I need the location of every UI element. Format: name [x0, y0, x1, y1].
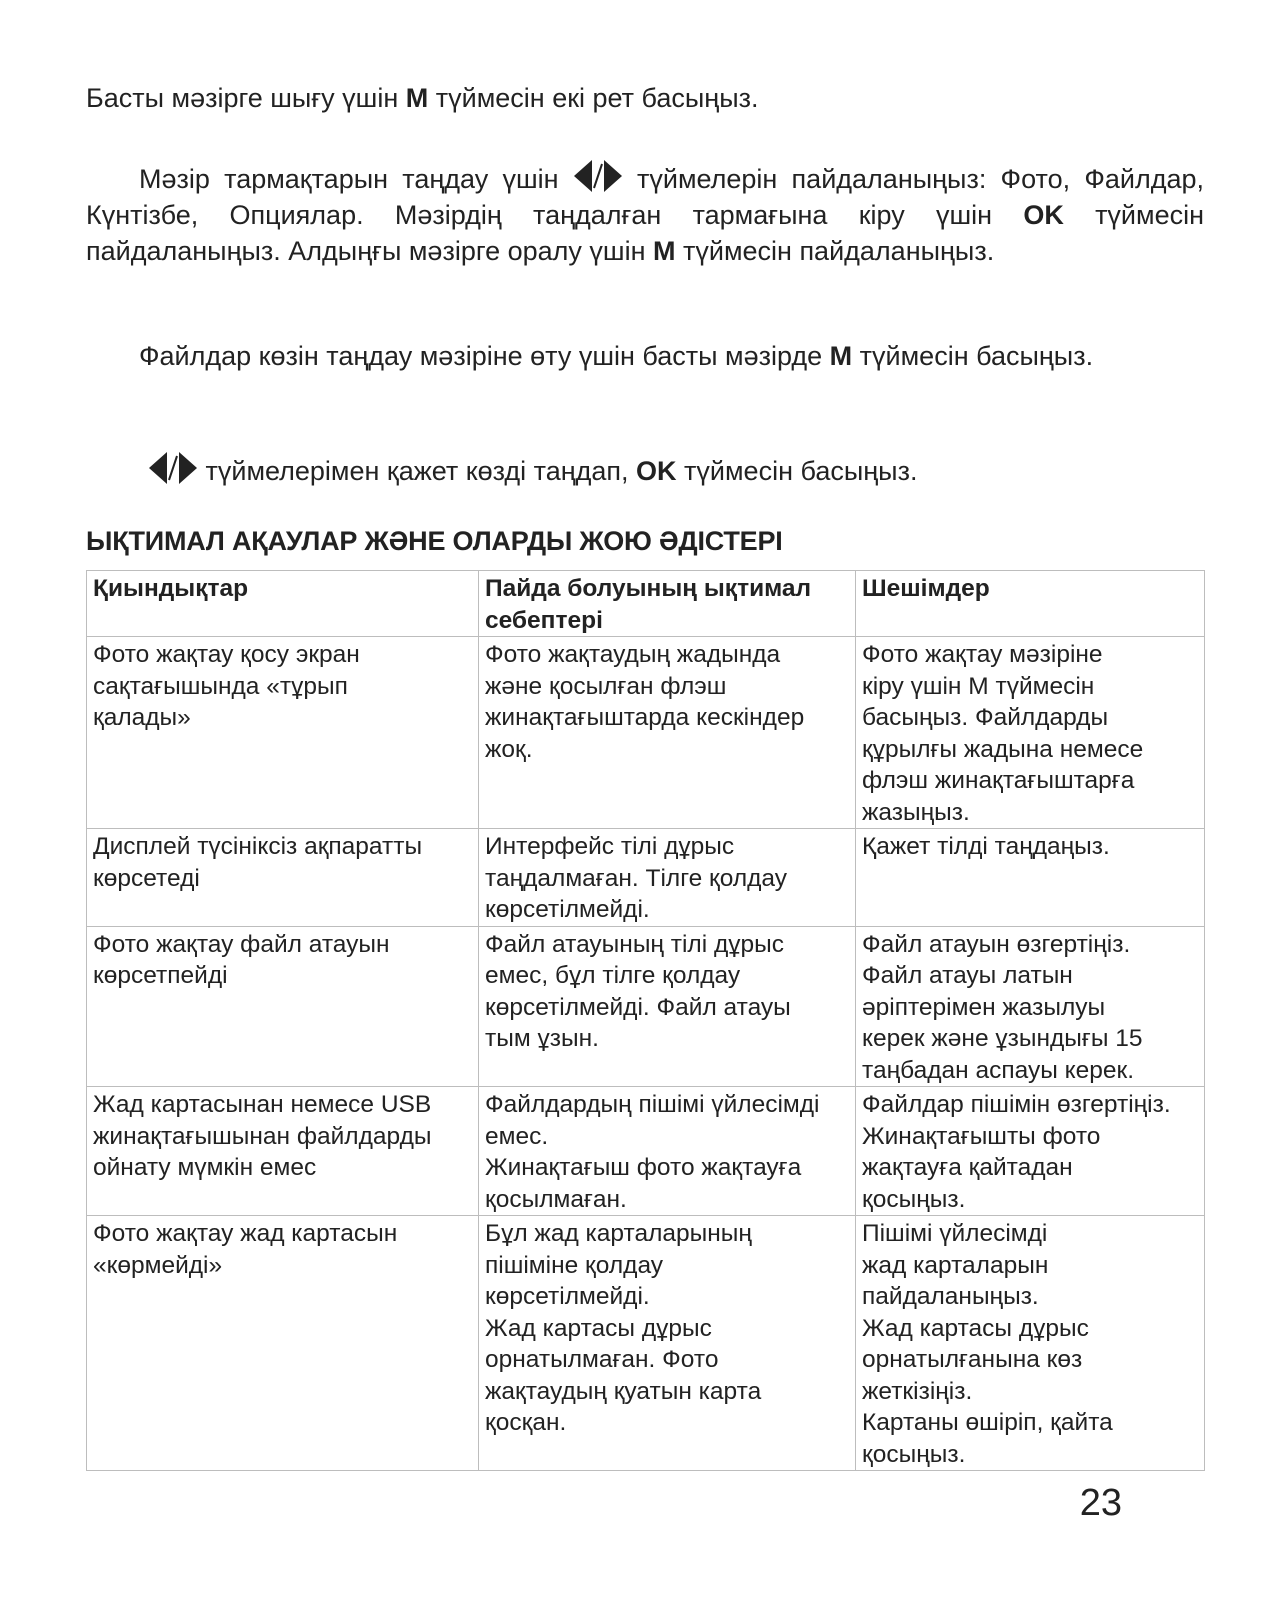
cell-line: қосыңыз.	[862, 1185, 966, 1213]
cell-line: жақтаудың қуатын карта	[485, 1377, 762, 1405]
cell-line: жақтауға қайтадан	[862, 1154, 1073, 1181]
table-row	[87, 1087, 1205, 1216]
cell-cause	[479, 829, 856, 927]
left-right-arrows-icon	[148, 450, 198, 486]
section-heading: ЫҚТИМАЛ АҚАУЛАР ЖӘНЕ ОЛАРДЫ ЖОЮ ӘДІСТЕРІ	[86, 526, 783, 556]
cell-line: Картаны өшіріп, қайта	[862, 1409, 1113, 1436]
cell-line: жад карталарын	[862, 1251, 1049, 1279]
text: түймесін екі рет басыңыз.	[428, 83, 759, 113]
text: Мәзір тармақтарын таңдау үшін	[139, 164, 573, 194]
cell-line: жеткізіңіз.	[862, 1377, 973, 1405]
cell-line: флэш жинақтағыштарға	[862, 767, 1135, 794]
cell-solution	[856, 1087, 1205, 1216]
cell-problem	[87, 926, 479, 1087]
ok-key-label: OK	[1023, 200, 1064, 230]
text: түймесін пайдаланыңыз. Алдыңғы мәзірге оралу үшін	[86, 200, 1205, 266]
cell-line: көрсетпейді	[93, 962, 228, 989]
table-row	[87, 637, 1205, 829]
cell-problem	[87, 1216, 479, 1471]
text: түймесін басыңыз.	[676, 456, 918, 486]
text: түймесін пайдаланыңыз.	[675, 236, 995, 266]
header-problems: Қиындықтар	[87, 571, 479, 637]
cell-line: пайдаланыңыз.	[862, 1283, 1039, 1310]
cell-line: Фото жақтау мәзіріне	[862, 641, 1103, 668]
header-solutions: Шешімдер	[856, 571, 1205, 637]
paragraph-menu-navigation	[86, 158, 1204, 269]
cell-line: көрсетілмейді.	[485, 1283, 650, 1310]
table-header-row	[87, 571, 1205, 637]
cell-cause	[479, 1216, 856, 1471]
cell-line: жинақтағыштарда кескіндер	[485, 704, 805, 731]
cell-line: көрсетеді	[93, 864, 200, 892]
cell-problem	[87, 829, 479, 927]
cell-line: жоқ.	[485, 735, 533, 763]
cell-line: Жад картасы дұрыс	[862, 1314, 1089, 1342]
cell-line: көрсетілмейді. Файл атауы	[485, 993, 791, 1021]
cell-problem	[87, 1087, 479, 1216]
left-right-arrows-icon	[573, 158, 623, 194]
cell-line: көрсетілмейді.	[485, 896, 650, 923]
text: Файлдар көзін таңдау мәзіріне өту үшін басты мәзірде	[139, 341, 830, 371]
table-row	[87, 829, 1205, 927]
table-body	[87, 637, 1205, 1471]
cell-cause	[479, 637, 856, 829]
cell-solution	[856, 637, 1205, 829]
cell-line: Жад картасынан немесе USB	[93, 1091, 432, 1118]
cell-line: ойнату мүмкін емес	[93, 1154, 317, 1181]
text: түймелерін пайдаланыңыз: Фото, Файлдар, Күнтізбе, Опциялар. Мәзірдің таңдалған тармағына кіру үшін	[86, 164, 1204, 230]
cell-line: Дисплей түсініксіз ақпаратты	[93, 833, 423, 860]
cell-line: құрылғы жадына немесе	[862, 735, 1144, 763]
cell-line: Фото жақтау файл атауын	[93, 930, 390, 958]
cell-line: және қосылған флэш	[485, 672, 727, 700]
cell-line: пішіміне қолдау	[485, 1251, 664, 1279]
cell-line: қосыңыз.	[862, 1440, 966, 1468]
cell-line: Фото жақтау жад картасын	[93, 1220, 398, 1247]
cell-line: керек және ұзындығы 15	[862, 1025, 1143, 1052]
cell-line: Пішімі үйлесімді	[862, 1220, 1048, 1247]
troubleshooting-table	[86, 570, 1205, 1471]
m-key-label: М	[653, 236, 676, 266]
cell-line: Жинақтағыш фото жақтауға	[485, 1154, 802, 1181]
text: Басты мәзірге шығу үшін	[86, 83, 406, 113]
cell-line: жинақтағышынан файлдарды	[93, 1122, 432, 1150]
text: түймесін басыңыз.	[852, 341, 1094, 371]
cell-line: Файлдардың пішімі үйлесімді	[485, 1091, 820, 1118]
cell-line: Файл атауын өзгертіңіз.	[862, 930, 1131, 958]
cell-line: Бұл жад карталарының	[485, 1220, 752, 1247]
cell-line: Файлдар пішімін өзгертіңіз.	[862, 1091, 1171, 1118]
cell-line: басыңыз. Файлдарды	[862, 704, 1109, 731]
text: түймелерімен қажет көзді таңдап,	[198, 456, 637, 486]
cell-line: Файл атауы латын	[862, 962, 1073, 989]
cell-line: таңдалмаған. Тілге қолдау	[485, 864, 788, 892]
cell-line: Файл атауының тілі дұрыс	[485, 930, 785, 958]
cell-line: сақтағышында «тұрып	[93, 672, 348, 700]
cell-line: емес.	[485, 1122, 549, 1150]
paragraph-file-source	[86, 338, 1204, 374]
cell-line: Жинақтағышты фото	[862, 1122, 1101, 1150]
paragraph-select-source	[148, 450, 1204, 489]
cell-line: таңбадан аспауы керек.	[862, 1056, 1135, 1084]
page-number: 23	[1079, 1482, 1122, 1524]
cell-solution	[856, 829, 1205, 927]
cell-solution	[856, 926, 1205, 1087]
cell-problem	[87, 637, 479, 829]
header-causes: Пайда болуының ықтимал себептері	[479, 571, 856, 637]
cell-line: Фото жақтаудың жадында	[485, 641, 781, 668]
cell-line: тым ұзын.	[485, 1025, 599, 1052]
cell-line: қалады»	[93, 704, 191, 731]
cell-line: қосқан.	[485, 1409, 567, 1436]
cell-line: Жад картасы дұрыс	[485, 1314, 712, 1342]
cell-line: «көрмейді»	[93, 1251, 223, 1279]
cell-line: орнатылмаған. Фото	[485, 1346, 719, 1373]
cell-line: кіру үшін М түймесін	[862, 672, 1095, 700]
m-key-label: М	[829, 341, 853, 371]
table-row	[87, 1216, 1205, 1471]
cell-line: орнатылғанына көз	[862, 1346, 1083, 1373]
ok-key-label: OK	[636, 456, 677, 486]
cell-solution	[856, 1216, 1205, 1471]
cell-line: әріптерімен жазылуы	[862, 993, 1106, 1021]
cell-cause	[479, 1087, 856, 1216]
cell-line: Фото жақтау қосу экран	[93, 641, 360, 668]
cell-line: Қажет тілді таңдаңыз.	[862, 833, 1110, 860]
cell-line: Интерфейс тілі дұрыс	[485, 833, 735, 860]
cell-line: емес, бұл тілге қолдау	[485, 962, 741, 989]
paragraph-exit-menu	[86, 80, 1204, 116]
cell-cause	[479, 926, 856, 1087]
cell-line: қосылмаған.	[485, 1185, 627, 1213]
table-row	[87, 926, 1205, 1087]
m-key-label: М	[405, 83, 429, 113]
cell-line: жазыңыз.	[862, 798, 970, 826]
